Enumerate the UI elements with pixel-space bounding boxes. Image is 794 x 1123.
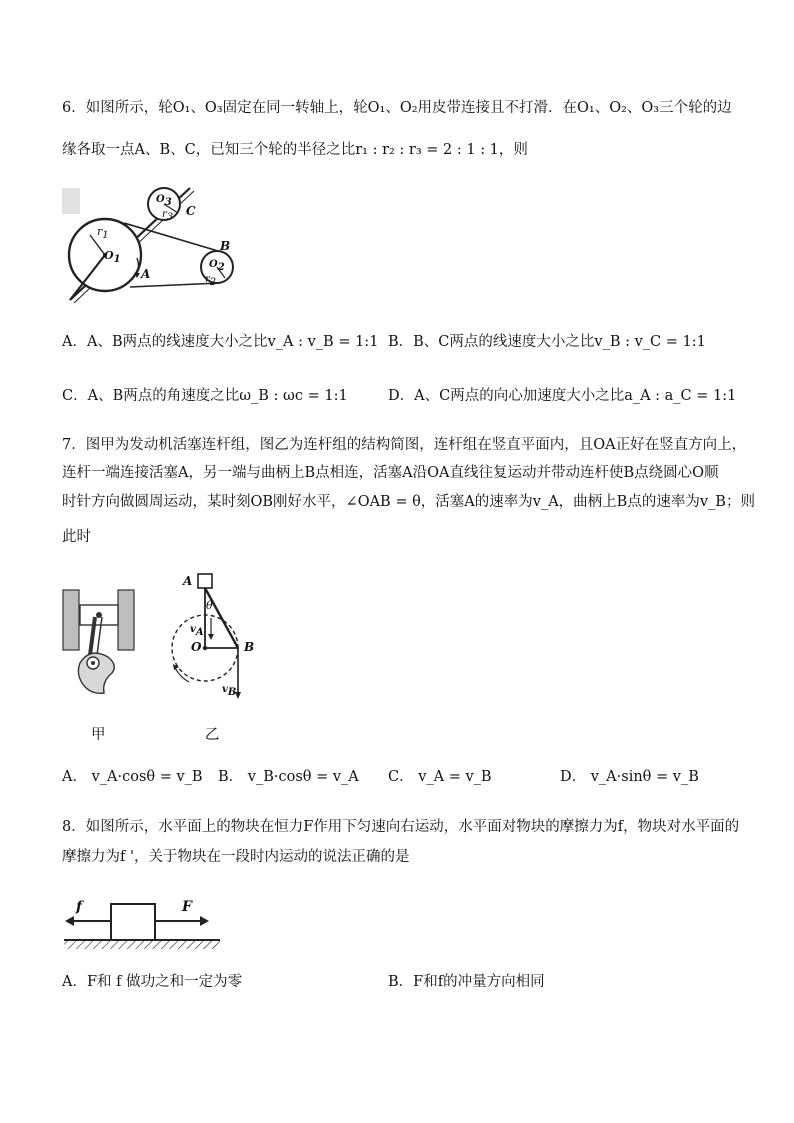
vb-label: v: [222, 684, 228, 695]
q7-option-c[interactable]: C． v_A = v_B: [388, 769, 492, 785]
q6-stem-line1: 6．如图所示，轮O₁、O₃固定在同一转轴上，轮O₁、O₂用皮带连接且不打滑．在O₁、O₂、O₃三个轮的边: [62, 100, 732, 116]
block-force-figure: [62, 895, 222, 955]
q8-option-b[interactable]: B．F和f的冲量方向相同: [388, 974, 545, 990]
o3-label: O: [156, 194, 165, 205]
q7-stem-line3: 时针方向做圆周运动，某时刻OB刚好水平，∠OAB = θ，活塞A的速率为v_A，曲柄上B点的速率为v_B；则: [62, 494, 755, 510]
point-c-label: C: [186, 204, 196, 218]
q7-stem-line1: 7．图甲为发动机活塞连杆组，图乙为连杆组的结构简图，连杆组在竖直平面内，且OA正好在竖直方向上，: [62, 437, 747, 453]
center-o-label: O: [191, 640, 202, 654]
q6-option-b[interactable]: B．B、C两点的线速度大小之比v_B : v_C = 1:1: [388, 334, 706, 350]
q8-option-a[interactable]: A．F和 f 做功之和一定为零: [62, 974, 243, 990]
point-b-label: B: [220, 239, 231, 253]
conrod-diagram-figure: [165, 568, 260, 703]
va-label: v: [190, 624, 196, 635]
r2-label: r: [205, 274, 210, 285]
q6-option-c[interactable]: C．A、B两点的角速度之比ω_B : ωc = 1:1: [62, 388, 348, 404]
q6-stem-line2: 缘各取一点A、B、C，已知三个轮的半径之比r₁ : r₂ : r₃ = 2 : 1 : 1，则: [62, 142, 528, 158]
q7-option-b[interactable]: B． v_B·cosθ = v_A: [218, 769, 359, 785]
o1-label: O: [104, 249, 114, 262]
q8-stem-line2: 摩擦力为f '，关于物块在一段时内运动的说法正确的是: [62, 849, 410, 865]
piston-a-label: A: [183, 574, 193, 588]
o2-label: O: [209, 259, 218, 270]
caption-yi: 乙: [205, 727, 220, 743]
r3-label: r: [162, 209, 167, 220]
point-a-label: A: [141, 267, 151, 281]
friction-f-label: f: [76, 899, 83, 915]
theta-label: θ: [206, 599, 213, 612]
q7-option-d[interactable]: D． v_A·sinθ = v_B: [560, 769, 699, 785]
engine-piston-figure: [60, 585, 140, 700]
q6-option-d[interactable]: D．A、C两点的向心加速度大小之比a_A : a_C = 1:1: [388, 388, 737, 404]
crank-b-label: B: [244, 640, 255, 654]
force-F-label: F: [182, 899, 192, 915]
q6-option-a[interactable]: A．A、B两点的线速度大小之比v_A : v_B = 1:1: [62, 334, 379, 350]
caption-jia: 甲: [91, 727, 106, 743]
q7-stem-line4: 此时: [62, 529, 91, 545]
q7-stem-line2: 连杆一端连接活塞A，另一端与曲柄上B点相连，活塞A沿OA直线往复运动并带动连杆使B点绕圆心O顺: [62, 465, 719, 481]
q7-option-a[interactable]: A． v_A·cosθ = v_B: [62, 769, 203, 785]
r1-label: r: [97, 225, 103, 238]
q8-stem-line1: 8．如图所示，水平面上的物块在恒力F作用下匀速向右运动，水平面对物块的摩擦力为f，物块对水平面的: [62, 819, 740, 835]
